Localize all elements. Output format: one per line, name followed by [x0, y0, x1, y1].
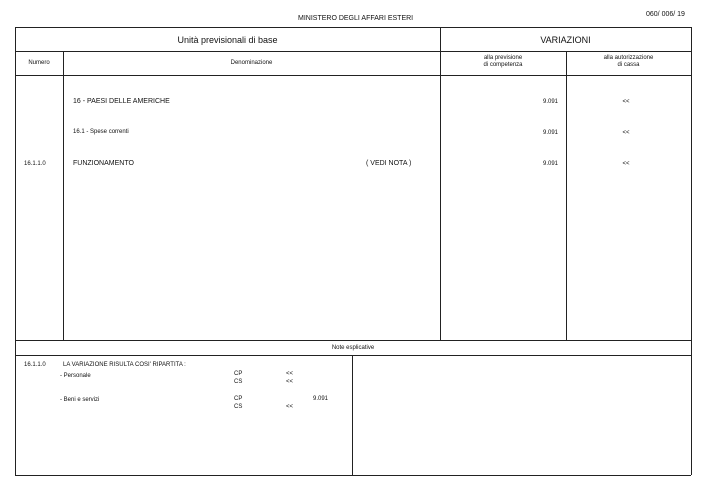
- notes-cs-value: <<: [286, 379, 294, 385]
- group-header-variazioni: VARIAZIONI: [540, 35, 591, 45]
- col-header-competenza: alla previsione di competenza: [483, 55, 523, 68]
- notes-cp-label: CP: [234, 371, 243, 377]
- notes-intro: LA VARIAZIONE RISULTA COSI' RIPARTITA :: [63, 362, 186, 368]
- row-cassa: <<: [622, 99, 630, 105]
- row-cassa: <<: [622, 161, 630, 167]
- row-nota-link: ( VEDI NOTA ): [366, 160, 412, 167]
- row-competenza: 9.091: [542, 130, 558, 136]
- notes-cp-value: 9.091: [313, 396, 329, 402]
- ministry-title: MINISTERO DEGLI AFFARI ESTERI: [298, 15, 414, 22]
- notes-item-label: - Personale: [60, 373, 91, 379]
- notes-title: Note esplicative: [331, 345, 375, 351]
- row-denominazione: 16 - PAESI DELLE AMERICHE: [73, 98, 170, 105]
- row-competenza: 9.091: [542, 99, 558, 105]
- row-competenza: 9.091: [542, 161, 558, 167]
- row-denominazione: 16.1 - Spese correnti: [73, 129, 129, 135]
- col-header-numero: Numero: [28, 60, 50, 66]
- col-header-denominazione: Denominazione: [230, 60, 273, 66]
- notes-item-label: - Beni e servizi: [60, 397, 100, 403]
- notes-code: 16.1.1.0: [24, 362, 46, 368]
- col-header-cassa: alla autorizzazione di cassa: [603, 55, 654, 68]
- notes-cs-label: CS: [234, 404, 243, 410]
- notes-cs-label: CS: [234, 379, 243, 385]
- notes-cs-value: <<: [286, 404, 294, 410]
- row-numero: 16.1.1.0: [24, 161, 46, 167]
- row-denominazione: FUNZIONAMENTO: [73, 160, 134, 167]
- group-header-unita: Unità previsionali di base: [177, 35, 278, 45]
- row-cassa: <<: [622, 130, 630, 136]
- notes-cp-value: <<: [286, 371, 294, 377]
- notes-cp-label: CP: [234, 396, 243, 402]
- page-code: 060/ 006/ 19: [646, 11, 685, 18]
